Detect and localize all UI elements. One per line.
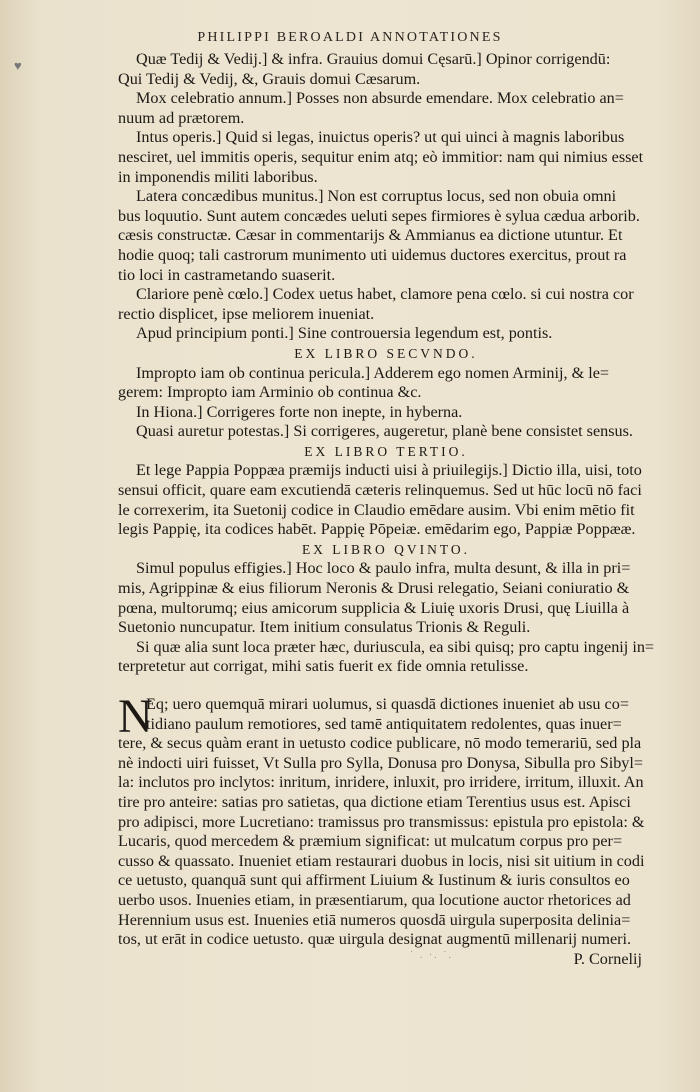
text-line: Clariore penè cœlo.] Codex uetus habet, clamore pena cœlo. si cui nostra cor — [136, 285, 634, 304]
section-gap — [118, 677, 654, 695]
closing-lines — [118, 690, 654, 950]
section-heading: EX LIBRO QVINTO. — [301, 541, 471, 557]
text-line: Eq; uero quemquā mirari uolumus, si quasdā dictiones inueniet ab usu co= — [146, 695, 629, 713]
text-line: Impropto iam ob continua pericula.] Adderem ego nomen Arminij, & le= — [136, 363, 610, 382]
text-line: in imponendis militi laboribus. — [118, 167, 318, 186]
ink-smudge: ˙ . ·. ˙. — [410, 950, 453, 961]
text-line: Intus operis.] Quid si legas, inuictus operis? ut qui uinci à magnis laboribus — [136, 128, 625, 147]
text-line: tere, & secus quàm erant in uetusto codice publicare, nō modo temerariū, sed pla — [118, 734, 642, 753]
text-line: cusso & quassato. Inueniet etiam restaurari duobus in locis, nisi sit uitium in codi — [118, 851, 645, 870]
text-line: bus loquutio. Sunt autem concædes ueluti sepes firmiores è sylua cædua arborib. — [118, 206, 640, 225]
text-line: terpretetur aut corrigat, mihi satis fuerit ex fide omnia retulisse. — [118, 657, 529, 676]
closing-paragraph — [118, 690, 654, 950]
text-line: Simul populus effigies.] Hoc loco & paulo infra, multa desunt, & illa in pri= — [136, 559, 631, 578]
text-line: gerem: Impropto iam Arminio ob continua &c. — [118, 383, 422, 402]
text-line: Qui Tedij & Vedij, &, Grauis domui Cæsarum. — [118, 69, 421, 88]
text-line: nesciret, uel immitis operis, sequitur enim atq; eò immitior: nam qui nimius esset — [118, 147, 644, 166]
annotation-text-block — [118, 50, 654, 969]
text-line: Apud principium ponti.] Sine controuersia legendum est, pontis. — [136, 324, 553, 343]
section-heading: EX LIBRO TERTIO. — [304, 443, 468, 459]
text-line: Herennium usus est. Inuenies etiā numeros quosdā uirgula superposita delinia= — [118, 910, 631, 929]
text-line: sensui officit, quare eam excutiendā cæteris relinquemus. Sed ut hūc locū nō faci — [118, 481, 642, 500]
text-line: Quasi auretur potestas.] Si corrigeres, augeretur, planè bene consistet sensus. — [136, 422, 633, 441]
text-line: Quæ Tedij & Vedij.] & infra. Grauius domui Cęsarū.] Opinor corrigendū: — [136, 50, 611, 68]
text-line: pœna, multorumq; eius amicorum supplicia & Liuię uxoris Drusi, quę Liuilla à — [118, 598, 630, 617]
text-line: In Hiona.] Corrigeres forte non inepte, in hyberna. — [136, 402, 463, 421]
running-header: PHILIPPI BEROALDI ANNOTATIONES — [197, 30, 503, 45]
text-line: Latera concædibus munitus.] Non est corruptus locus, sed non obuia omni — [136, 187, 617, 206]
text-line: cæsis constructæ. Cæsar in commentarijs & Ammianus ea dictione utuntur. Et — [118, 226, 623, 245]
text-line: legis Pappię, ita codices habēt. Pappię Pōpeiæ. emēdarim ego, Pappiæ Poppææ. — [118, 520, 636, 539]
text-line: rectio displicet, ipse meliorem inueniat. — [118, 304, 375, 323]
drop-capital: N — [118, 690, 153, 743]
text-line: uerbo usos. Inuenies etiam, in præsentiarum, qua locutione auctor rhetorices ad — [118, 890, 631, 909]
text-line: Mox celebratio annum.] Posses non absurde emendare. Mox celebratio an= — [136, 89, 624, 108]
text-line: Si quæ alia sunt loca præter hæc, duriuscula, ea sibi quisq; pro captu ingenij in= — [136, 637, 654, 656]
text-line: ce uetusto, quanquā sunt qui affirment Liuium & Iustinum & iuris consultos eo — [118, 871, 630, 890]
text-line: hodie quoq; tali castrorum munimento uti uidemus ductores exercitus, prout ra — [118, 245, 627, 264]
catchword: P. Cornelij — [573, 949, 642, 968]
text-line: nè indocti uiri fuisset, Vt Sulla pro Sylla, Donusa pro Donysa, Sibulla pro Sibyl= — [118, 753, 644, 772]
text-line: pro adipisci, more Lucretiano: tramissus pro transmissus: epistula pro epistola: & — [118, 812, 645, 831]
text-line: nuum ad prætorem. — [118, 108, 245, 127]
text-line: tidiano paulum remotiores, sed tamē antiquitatem redolentes, quas inuer= — [146, 714, 622, 733]
text-line: Suetonio nuncupatur. Item initium consulatus Trionis & Reguli. — [118, 618, 531, 637]
text-line: la: inclutos pro inclytos: inritum, inridere, inluxit, pro irridere, irritum, illuxit. An — [118, 773, 644, 792]
text-line: tos, ut erāt in codice uetusto. quæ uirgula designat augmentū millenarij numeri. — [118, 930, 632, 949]
margin-mark: ♥ — [14, 58, 22, 73]
text-line: tio loci in castrametando suaserit. — [118, 265, 336, 284]
text-line: mis, Agrippinæ & eius filiorum Neronis & Drusi relegatio, Seiani coniuratio & — [118, 579, 630, 598]
section-heading: EX LIBRO SECVNDO. — [294, 345, 478, 361]
annotation-lines — [118, 50, 654, 677]
text-line: Et lege Pappia Poppæa præmijs inducti uisi à priuilegijs.] Dictio illa, uisi, toto — [136, 461, 642, 480]
text-line: tire pro anteire: satias pro satietas, qua dictione etiam Terentius usus est. Apisci — [118, 792, 631, 811]
text-line: Lucaris, quod mercedem & præmium significat: ut mulcatum corpus pro per= — [118, 832, 623, 851]
text-line: le correxerim, ita Suetonij codice in Claudio emēdare ausim. Vbi enim mētio fit — [118, 500, 635, 519]
